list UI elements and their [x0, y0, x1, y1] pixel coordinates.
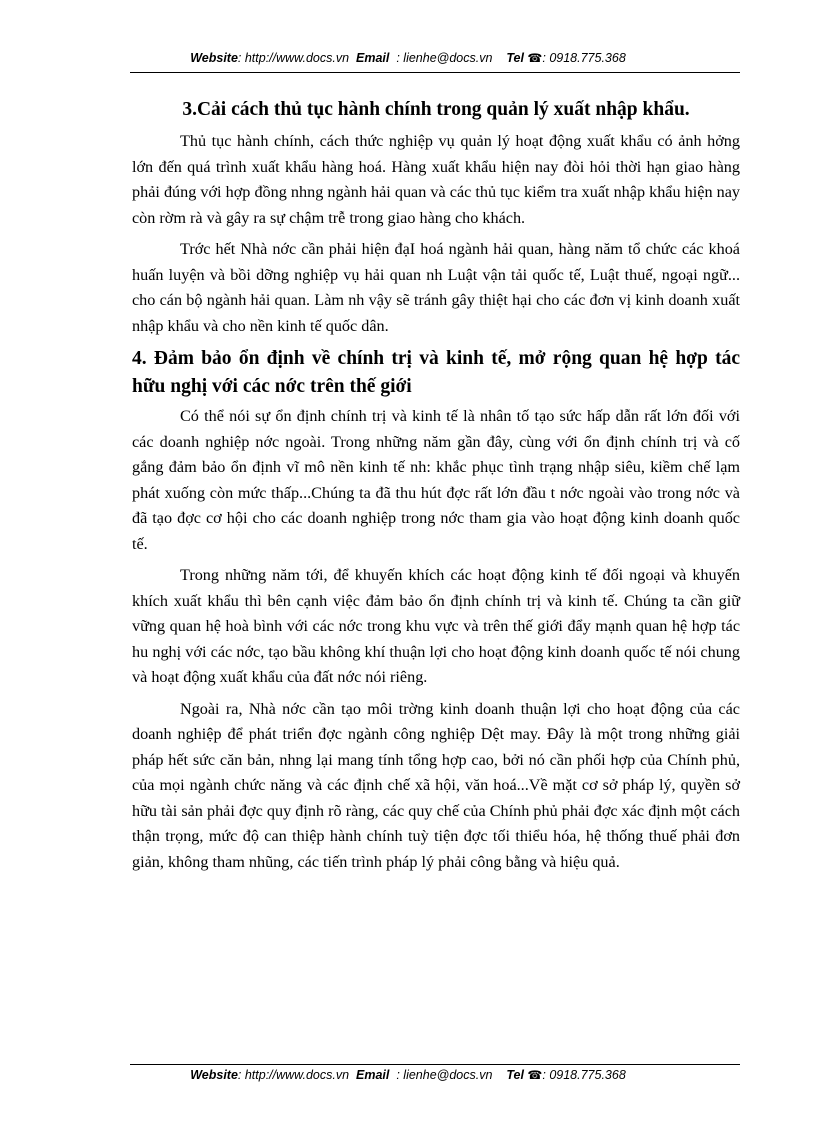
footer-email-label: Email — [356, 1068, 390, 1082]
header-email-link[interactable]: : lienhe@docs.vn — [396, 51, 493, 65]
footer-tel-label: Tel — [506, 1068, 524, 1082]
header-tel-label: Tel — [506, 51, 524, 65]
footer-tel-value: : 0918.775.368 — [542, 1068, 626, 1082]
document-body — [132, 96, 740, 881]
phone-icon: ☎ — [527, 1068, 543, 1082]
section-4-paragraph-1: Có thể nói sự ổn định chính trị và kinh tế là nhân tố tạo sức hấp dẫn rất lớn đối với các doanh nghiệp nớc ngoài. Trong những năm gần đây, cùng với ổn định chính trị và cố gắng đảm bảo ổn định vĩ mô nền kinh tế nh: khắc phục tình trạng nhập siêu, kiềm chế lạm phát xuống còn mức thấp...Chúng ta đã thu hút đợc rất lớn đầu t nớc ngoài vào trong nớc và đã tạo đợc cơ hội cho các doanh nghiệp trong nớc tham gia vào hoạt động kinh doanh quốc tế. — [132, 407, 740, 553]
section-3-paragraph-1: Thủ tục hành chính, cách thức nghiệp vụ quản lý hoạt động xuất khẩu có ảnh hởng lớn đến quá trình xuất khẩu hàng hoá. Hàng xuất khẩu hiện nay đòi hỏi thời hạn giao hàng phải đúng với hợp đồng nhng ngành hải quan và các thủ tục kiểm tra xuất nhập khẩu hiện nay còn rờm rà và gây ra sự chậm trễ trong giao hàng cho khách. — [132, 132, 740, 227]
section-4-paragraph-3: Ngoài ra, Nhà nớc cần tạo môi trờng kinh doanh thuận lợi cho hoạt động của các doanh nghiệp để phát triển đợc ngành công nghiệp Dệt may. Đây là một trong những giải pháp hết sức căn bản, nhng lại mang tính tổng hợp cao, bởi nó cần phối hợp của Chính phủ, của mọi ngành chức năng và các định chế xã hội, văn hoá...Về mặt cơ sở pháp lý, quyền sở hữu tài sản phải đợc quy định rõ ràng, các quy chế của Chính phủ phải đợc xác định một cách thận trọng, mức độ can thiệp hành chính tuỳ tiện đợc tối thiểu hóa, hệ thống thuế phải đơn giản, không tham nhũng, các tiến trình pháp lý phải công bằng và hiệu quả. — [132, 699, 740, 871]
header-website-label: Website — [190, 51, 238, 65]
header-tel-value: : 0918.775.368 — [542, 51, 626, 65]
header-rule — [130, 72, 740, 73]
header-email-label: Email — [356, 51, 390, 65]
phone-icon: ☎ — [527, 51, 543, 65]
page-header — [0, 51, 816, 65]
section-4-heading: 4. Đảm bảo ổn định về chính trị và kinh tế, mở rộng quan hệ hợp tác hữu nghị với các nớc trên thế giới — [132, 348, 740, 397]
footer-website-label: Website — [190, 1068, 238, 1082]
footer-email-link[interactable]: : lienhe@docs.vn — [396, 1068, 493, 1082]
header-website-link[interactable]: : http://www.docs.vn — [237, 51, 350, 65]
page-footer — [0, 1068, 816, 1082]
section-3-heading: 3.Cải cách thủ tục hành chính trong quản lý xuất nhập khẩu. — [182, 99, 690, 120]
footer-rule — [130, 1064, 740, 1065]
section-4-paragraph-2: Trong những năm tới, để khuyến khích các hoạt động kinh tế đối ngoại và khuyến khích xuất khẩu thì bên cạnh việc đảm bảo ổn định chính trị và kinh tế. Chúng ta cần giữ vững quan hệ hoà bình với các nớc trong khu vực và trên thế giới đẩy mạnh quan hệ hợp tác hu nghị với các nớc, tạo bầu không khí thuận lợi cho hoạt động kinh doanh quốc tế nói chung và hoạt động xuất khẩu của đất nớc nói riêng. — [132, 566, 740, 686]
footer-website-link[interactable]: : http://www.docs.vn — [237, 1068, 350, 1082]
section-3-paragraph-2: Trớc hết Nhà nớc cần phải hiện đạI hoá ngành hải quan, hàng năm tổ chức các khoá huấn luyện và bồi dỡng nghiệp vụ hải quan nh Luật vận tải quốc tế, Luật thuế, ngoại ngữ... cho cán bộ ngành hải quan. Làm nh vậy sẽ tránh gây thiệt hại cho các đơn vị kinh doanh xuất nhập khẩu và cho nền kinh tế quốc dân. — [132, 240, 740, 335]
